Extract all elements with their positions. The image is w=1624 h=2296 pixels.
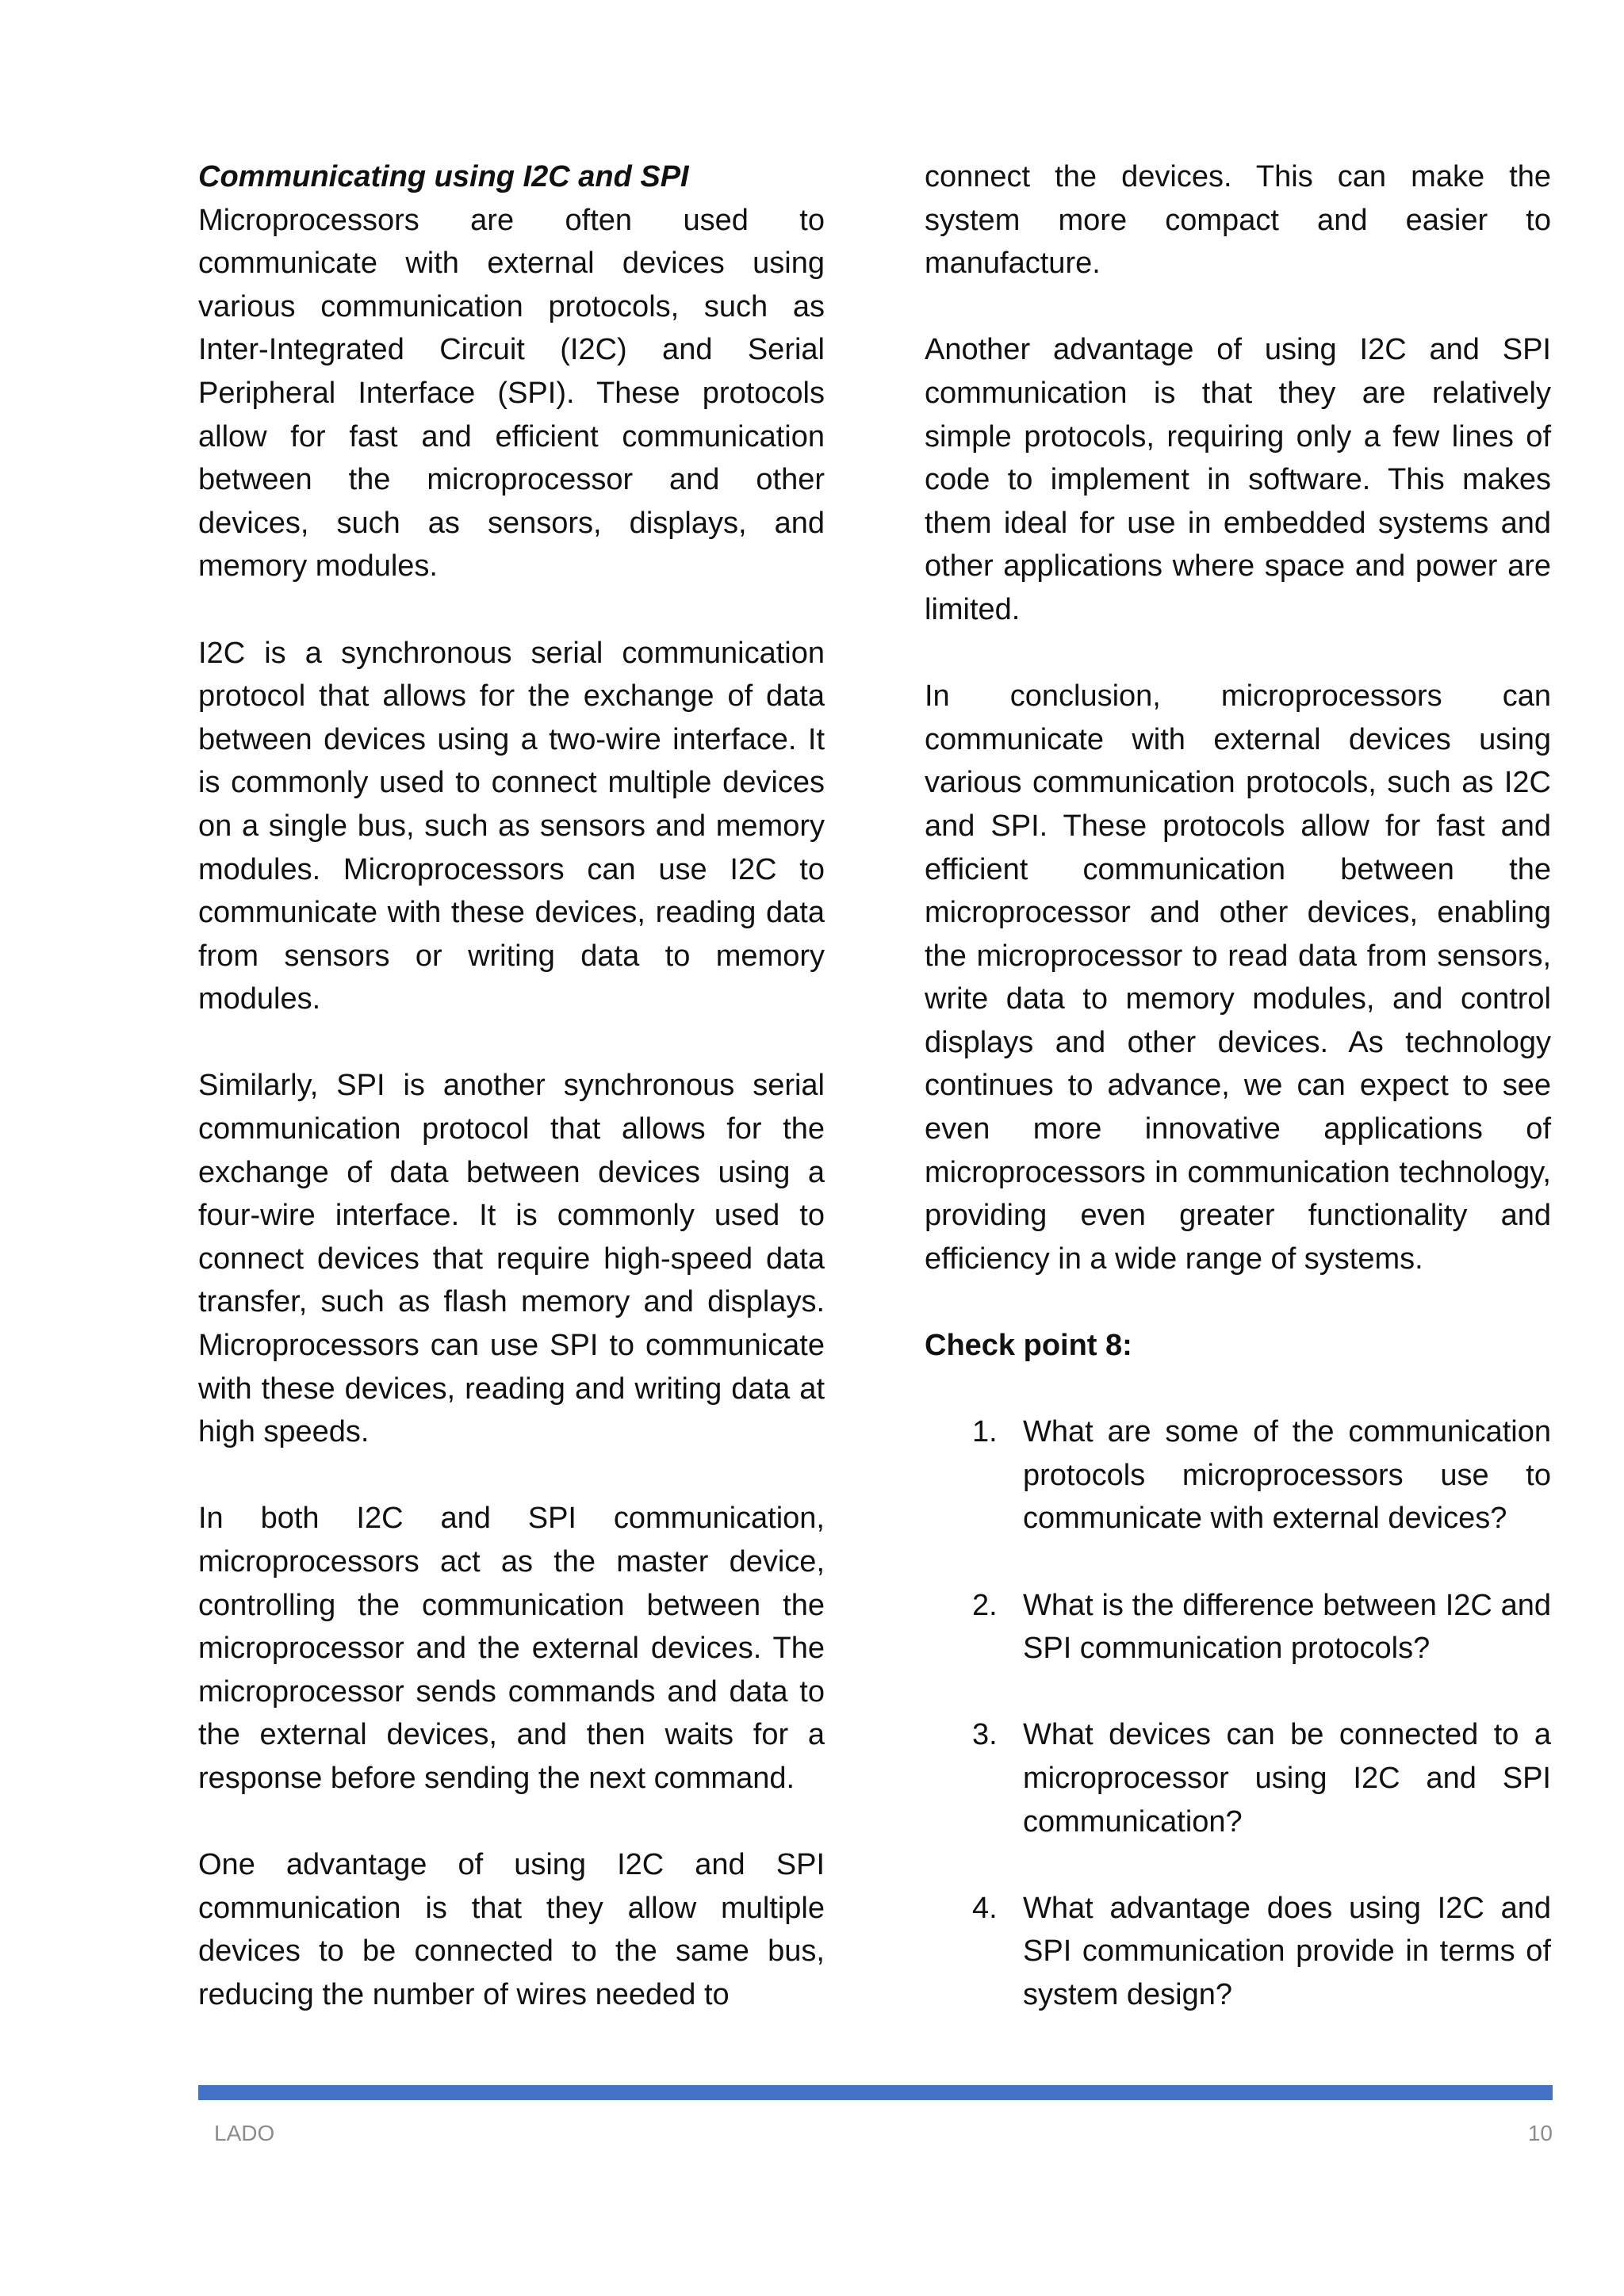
paragraph: Another advantage of using I2C and SPI communication is that they are relatively simple protocols, requiring only a few lines of code to implement in software. This makes them ideal for use in embedded systems and other applications where space and power are limited.	[925, 333, 1551, 626]
paragraph: One advantage of using I2C and SPI communication is that they allow multiple devices to be connected to the same bus, reducing the number of wires needed to	[198, 1848, 825, 2011]
question-number: 4.	[972, 1891, 998, 1925]
footer-rule	[198, 2085, 1553, 2100]
checkpoint-question	[925, 1887, 1551, 2017]
question-text: What are some of the communication protocols microprocessors use to communicate with external devices?	[1023, 1415, 1551, 1536]
paragraph: In both I2C and SPI communication, microprocessors act as the master device, controlling the communication between the microprocessor and the external devices. The microprocessor sends commands and data to the external devices, and then waits for a response before sending the next command.	[198, 1502, 825, 1795]
paragraph: connect the devices. This can make the system more compact and easier to manufacture.	[925, 160, 1551, 281]
section-title: Communicating using I2C and SPI	[198, 160, 689, 193]
footer-author: LADO	[214, 2121, 275, 2145]
checkpoint-question	[925, 1713, 1551, 1843]
question-text: What is the difference between I2C and SPI communication protocols?	[1023, 1588, 1551, 1666]
checkpoint-question	[925, 1584, 1551, 1670]
question-text: What devices can be connected to a microprocessor using I2C and SPI communication?	[1023, 1718, 1551, 1839]
checkpoint-questions	[925, 1410, 1551, 2016]
paragraph: Similarly, SPI is another synchronous serial communication protocol that allows for the exchange of data between devices using a four-wire interface. It is commonly used to connect devices that require high-speed data transfer, such as flash memory and displays. Microprocessors can use SPI to communicate with these devices, reading and writing data at high speeds.	[198, 1069, 825, 1449]
left-column	[198, 155, 825, 2060]
paragraph: I2C is a synchronous serial communication protocol that allows for the exchange of data between devices using a two-wire interface. It is commonly used to connect multiple devices on a single bus, such as sensors and memory modules. Microprocessors can use I2C to communicate with these devices, reading data from sensors or writing data to memory modules.	[198, 636, 825, 1016]
question-number: 2.	[972, 1588, 998, 1622]
checkpoint-title: Check point 8:	[925, 1329, 1132, 1363]
paragraph: In conclusion, microprocessors can communicate with external devices using various communication protocols, such as I2C and SPI. These protocols allow for fast and efficient communication between the microprocessor and other devices, enabling the microprocessor to read data from sensors, write data to memory modules, and control displays and other devices. As technology continues to advance, we can expect to see even more innovative applications of microprocessors in communication technology, providing even greater functionality and efficiency in a wide range of systems.	[925, 679, 1551, 1276]
checkpoint-question	[925, 1410, 1551, 1540]
right-column	[925, 155, 1551, 2060]
page-number: 10	[1527, 2121, 1553, 2145]
intro-block	[198, 155, 825, 588]
question-text: What advantage does using I2C and SPI communication provide in terms of system design?	[1023, 1891, 1551, 2011]
paragraph: Microprocessors are often used to communicate with external devices using various communication protocols, such as Inter-Integrated Circuit (I2C) and Serial Peripheral Interface (SPI). These protocols allow for fast and efficient communication between the microprocessor and other devices, such as sensors, displays, and memory modules.	[198, 203, 825, 584]
question-number: 3.	[972, 1718, 998, 1752]
question-number: 1.	[972, 1415, 998, 1449]
